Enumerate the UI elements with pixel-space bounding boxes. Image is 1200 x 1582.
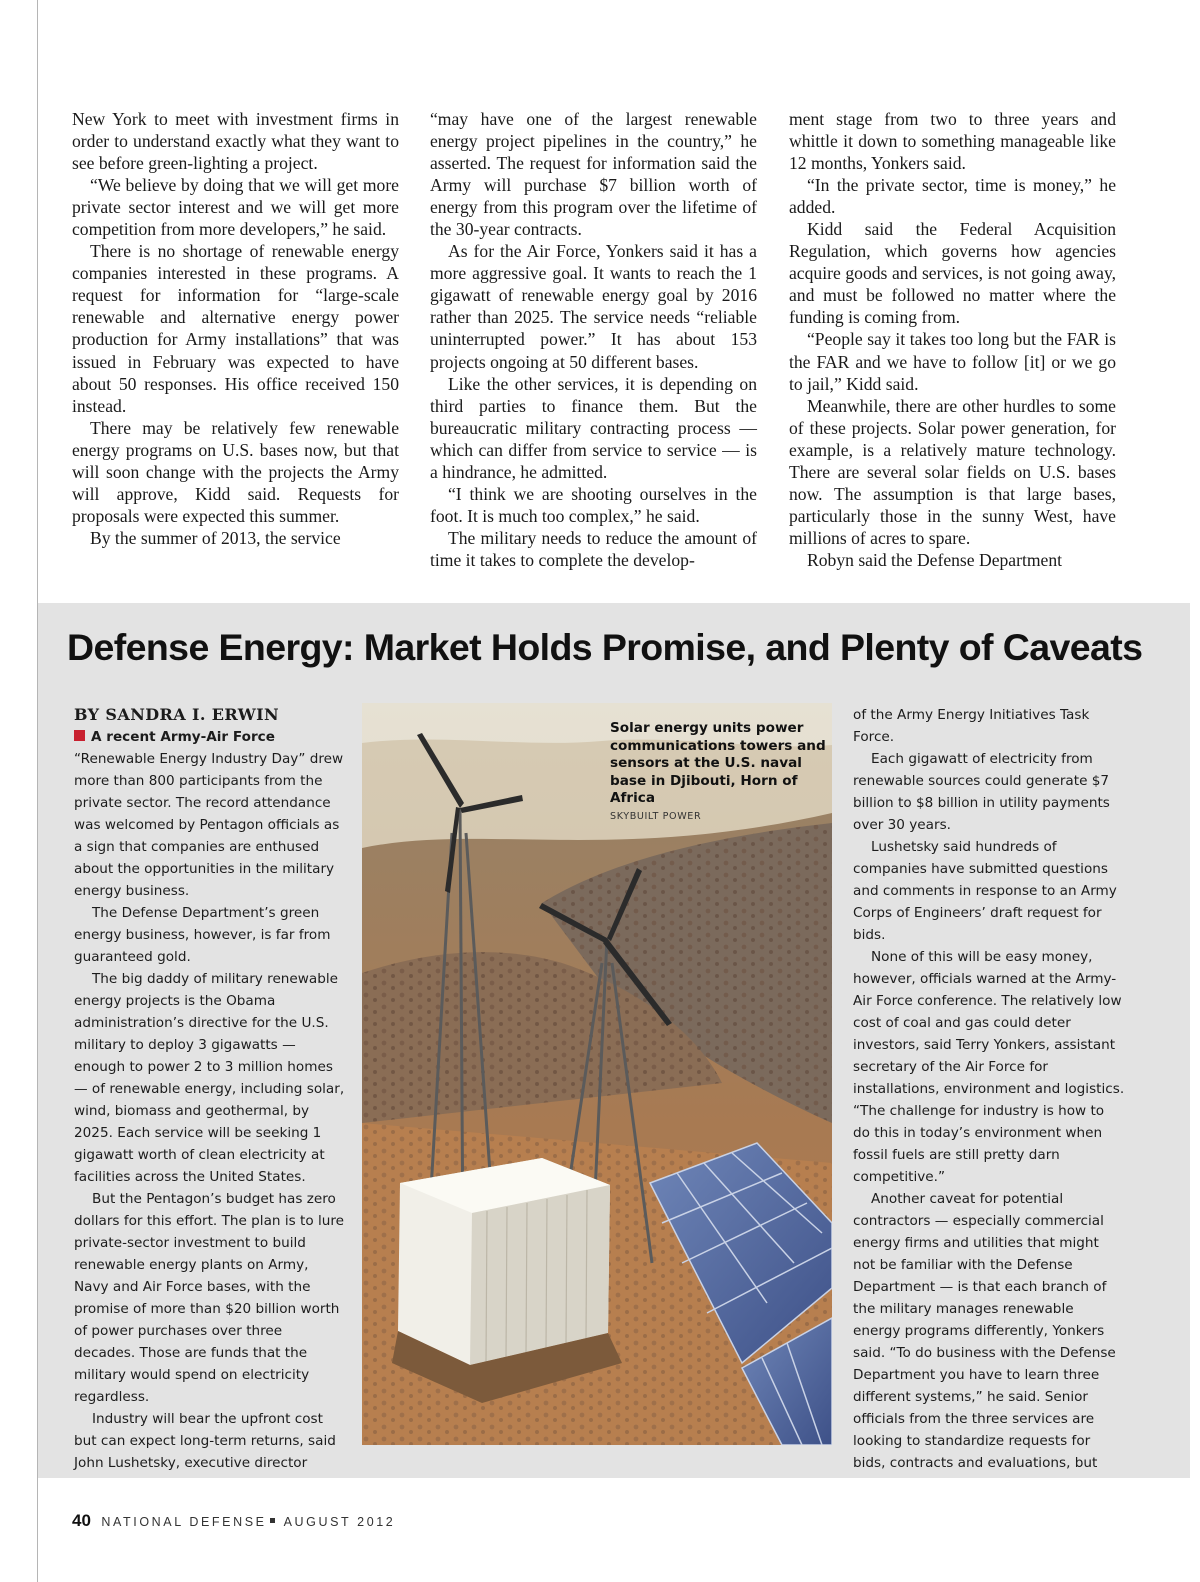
issue-date: AUGUST 2012 xyxy=(283,1515,396,1529)
page-footer xyxy=(72,1511,395,1531)
article-paragraph: Like the other services, it is depending on third parties to finance them. But the bureaucratic military contracting process — which can differ from service to service — is a hindrance, he admitted. xyxy=(430,373,757,482)
page-number: 40 xyxy=(72,1511,91,1530)
left-paragraphs xyxy=(74,902,346,1474)
sidebar-paragraph: None of this will be easy money, however, officials warned at the Army-Air Force conference. The relatively low cost of coal and gas could deter investors, said Terry Yonkers, assistant secretary of the Air Force for installations, environment and logistics. “The challenge for industry is how to do this in today’s environment when fossil fuels are still pretty darn competitive.” xyxy=(853,949,1125,1185)
lead-paragraph xyxy=(74,726,346,902)
article-paragraph: New York to meet with investment firms in order to understand exactly what they want to see before green-lighting a project. xyxy=(72,109,399,174)
caption-text: Solar energy units power communications towers and sensors at the U.S. naval base in Djibouti, Horn of Africa xyxy=(610,720,826,806)
article-paragraph: “I think we are shooting ourselves in the foot. It is much too complex,” he said. xyxy=(430,483,757,526)
publication-name: NATIONAL DEFENSE xyxy=(101,1515,267,1529)
article-paragraph: By the summer of 2013, the service xyxy=(90,527,341,548)
sidebar-column-left xyxy=(74,704,346,1474)
sidebar-paragraph: But the Pentagon’s budget has zero dollars for this effort. The plan is to lure private-sector investment to build renewable energy plants on Army, Navy and Air Force bases, with the promise of more than $20 billion worth of power purchases over three decades. Those are funds that the military would spend on electricity regardless. xyxy=(74,1191,345,1405)
sidebar-paragraph: The big daddy of military renewable energy projects is the Obama administration’s directive for the U.S. military to deploy 3 gigawatts — enough to power 2 to 3 million homes — of renewable energy, including solar, wind, biomass and geothermal, by 2025. Each service will be seeking 1 gigawatt worth of clean electricity at facilities across the United States. xyxy=(74,971,345,1185)
article-paragraph: “We believe by doing that we will get more private sector interest and we will get more competition from more developers,” he said. xyxy=(72,175,399,240)
sidebar-paragraph: Lushetsky said hundreds of companies have submitted questions and comments in response to an Army Corps of Engineers’ draft request for bids. xyxy=(853,839,1117,943)
byline: BY SANDRA I. ERWIN xyxy=(74,705,280,724)
solar-wind-photo xyxy=(362,703,832,1445)
photo-caption xyxy=(610,720,828,822)
article-paragraph: Meanwhile, there are other hurdles to some of these projects. Solar power generation, for example, is a relatively mature technology. There are several solar fields on U.S. bases now. The assumption is that large bases, particularly those in the sunny West, have millions of acres to spare. xyxy=(789,395,1116,548)
article-paragraph: Robyn said the Defense Department xyxy=(807,549,1063,570)
sidebar-headline: Defense Energy: Market Holds Promise, and Plenty of Caveats xyxy=(67,626,1143,668)
article-paragraph: “In the private sector, time is money,” he added. xyxy=(789,175,1116,218)
article-column-3 xyxy=(789,108,1116,571)
article-paragraph: There is no shortage of renewable energy companies interested in these programs. A request for information for “large-scale renewable and alternative energy power production for Army installations” that was issued in February was expected to have about 50 responses. His office received 150 instead. xyxy=(72,241,399,416)
sidebar-article xyxy=(38,603,1190,1478)
article-continuation xyxy=(72,108,1128,578)
article-paragraph: Kidd said the Federal Acquisition Regulation, which governs how agencies acquire goods and services, is not going away, and must be followed no matter where the funding is coming from. xyxy=(789,219,1116,328)
sidebar-column-right xyxy=(853,704,1125,1474)
article-column-2 xyxy=(430,108,757,571)
photo-credit: SKYBUILT POWER xyxy=(610,810,702,822)
footer-separator-icon xyxy=(270,1518,275,1523)
article-paragraph: As for the Air Force, Yonkers said it has a more aggressive goal. It wants to reach the 1 gigawatt of renewable energy goal by 2016 rather than 2025. The service needs “reliable uninterrupted power.” It has about 153 projects ongoing at 50 different bases. xyxy=(430,241,757,372)
red-square-bullet-icon xyxy=(74,730,85,741)
sidebar-paragraph: The Defense Department’s green energy business, however, is far from guaranteed gold. xyxy=(74,905,331,965)
sidebar-paragraph: Each gigawatt of electricity from renewable sources could generate $7 billion to $8 billion in utility payments over 30 years. xyxy=(853,751,1110,833)
article-column-1 xyxy=(72,108,399,549)
sidebar-paragraph: Another caveat for potential contractors — especially commercial energy firms and utilities that might not be familiar with the Defense Department — is that each branch of the military manages renewable energy programs differently, Yonkers said. “To do business with the Defense Department you have to learn three different systems,” he said. Senior officials from the three services are looking to standardize requests for bids, contracts and evaluations, but xyxy=(853,1191,1116,1471)
article-paragraph: The military needs to reduce the amount of time it takes to complete the develop- xyxy=(430,527,757,570)
lead-text: “Renewable Energy Industry Day” drew more than 800 participants from the private sector. The record attendance was welcomed by Pentagon officials as a sign that companies are enthused about the opportunities in the military energy business. xyxy=(74,751,344,899)
article-paragraph: ment stage from two to three years and whittle it down to something manageable like 12 months, Yonkers said. xyxy=(789,109,1116,174)
lead-in: A recent Army-Air Force xyxy=(91,729,275,745)
article-paragraph: “may have one of the largest renewable energy project pipelines in the country,” he asserted. The request for information said the Army will purchase $7 billion worth of energy from this program over the lifetime of the 30-year contracts. xyxy=(430,109,757,240)
sidebar-paragraph: of the Army Energy Initiatives Task Force. xyxy=(853,707,1090,745)
article-paragraph: “People say it takes too long but the FAR is the FAR and we have to follow [it] or we go to jail,” Kidd said. xyxy=(789,329,1116,394)
article-paragraph: There may be relatively few renewable energy programs on U.S. bases now, but that will soon change with the projects the Army will approve, Kidd said. Requests for proposals were expected this summer. xyxy=(72,417,399,526)
sidebar-paragraph: Industry will bear the upfront cost but can expect long-term returns, said John Lushetsky, executive director xyxy=(74,1411,336,1471)
